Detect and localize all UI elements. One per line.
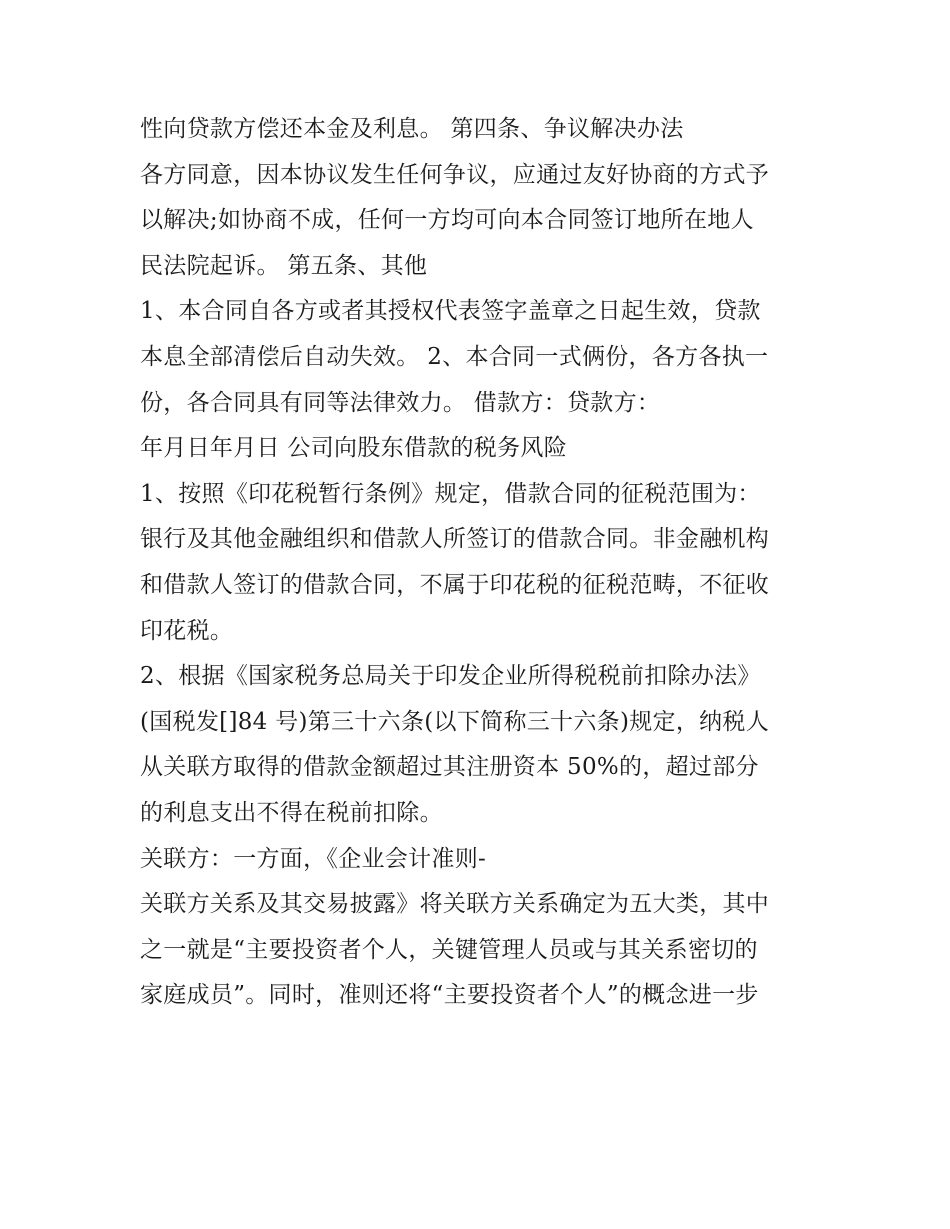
text-line: 的利息支出不得在税前扣除。 (140, 799, 443, 826)
text-line: 年月日年月日 公司向股东借款的税务风险 (140, 435, 568, 462)
text-line: 之一就是“主要投资者个人，关键管理人员或与其关系密切的 (140, 936, 758, 963)
text-line: 本息全部清偿后自动失效。 2、本合同一式俩份，各方各执一 (140, 343, 769, 370)
text-line: 以解决;如协商不成，任何一方均可向本合同签订地所在地人 (140, 207, 754, 234)
text-line: 性向贷款方偿还本金及利息。 第四条、争议解决办法 (140, 116, 684, 142)
text-line: 银行及其他金融组织和借款人所签订的借款合同。非金融机构 (140, 526, 770, 553)
text-line: 各方同意，因本协议发生任何争议，应通过友好协商的方式予 (140, 161, 770, 188)
text-line: 关联方关系及其交易披露》将关联方关系确定为五大类，其中 (140, 891, 770, 918)
text-line: 民法院起诉。 第五条、其他 (140, 252, 428, 279)
text-line: 1、本合同自各方或者其授权代表签字盖章之日起生效，贷款 (140, 298, 761, 325)
text-line: 和借款人签订的借款合同，不属于印花税的征税范畴，不征收 (140, 571, 770, 598)
text-line: 1、按照《印花税暂行条例》规定，借款合同的征税范围为： (140, 480, 761, 507)
text-line: 印花税。 (140, 617, 234, 644)
text-line: 份，各合同具有同等法律效力。 借款方：贷款方： (140, 389, 661, 416)
text-line: (国税发[]84 号)第三十六条(以下简称三十六条)规定，纳税人 (140, 708, 770, 735)
document-body (140, 107, 820, 1019)
text-line: 2、根据《国家税务总局关于印发企业所得税税前扣除办法》 (140, 663, 761, 690)
text-line: 家庭成员”。同时，准则还将“主要投资者个人”的概念进一步 (140, 982, 759, 1009)
text-line: 从关联方取得的借款金额超过其注册资本 50%的，超过部分 (140, 754, 759, 781)
text-line: 关联方：一方面，《企业会计准则- (140, 845, 487, 872)
